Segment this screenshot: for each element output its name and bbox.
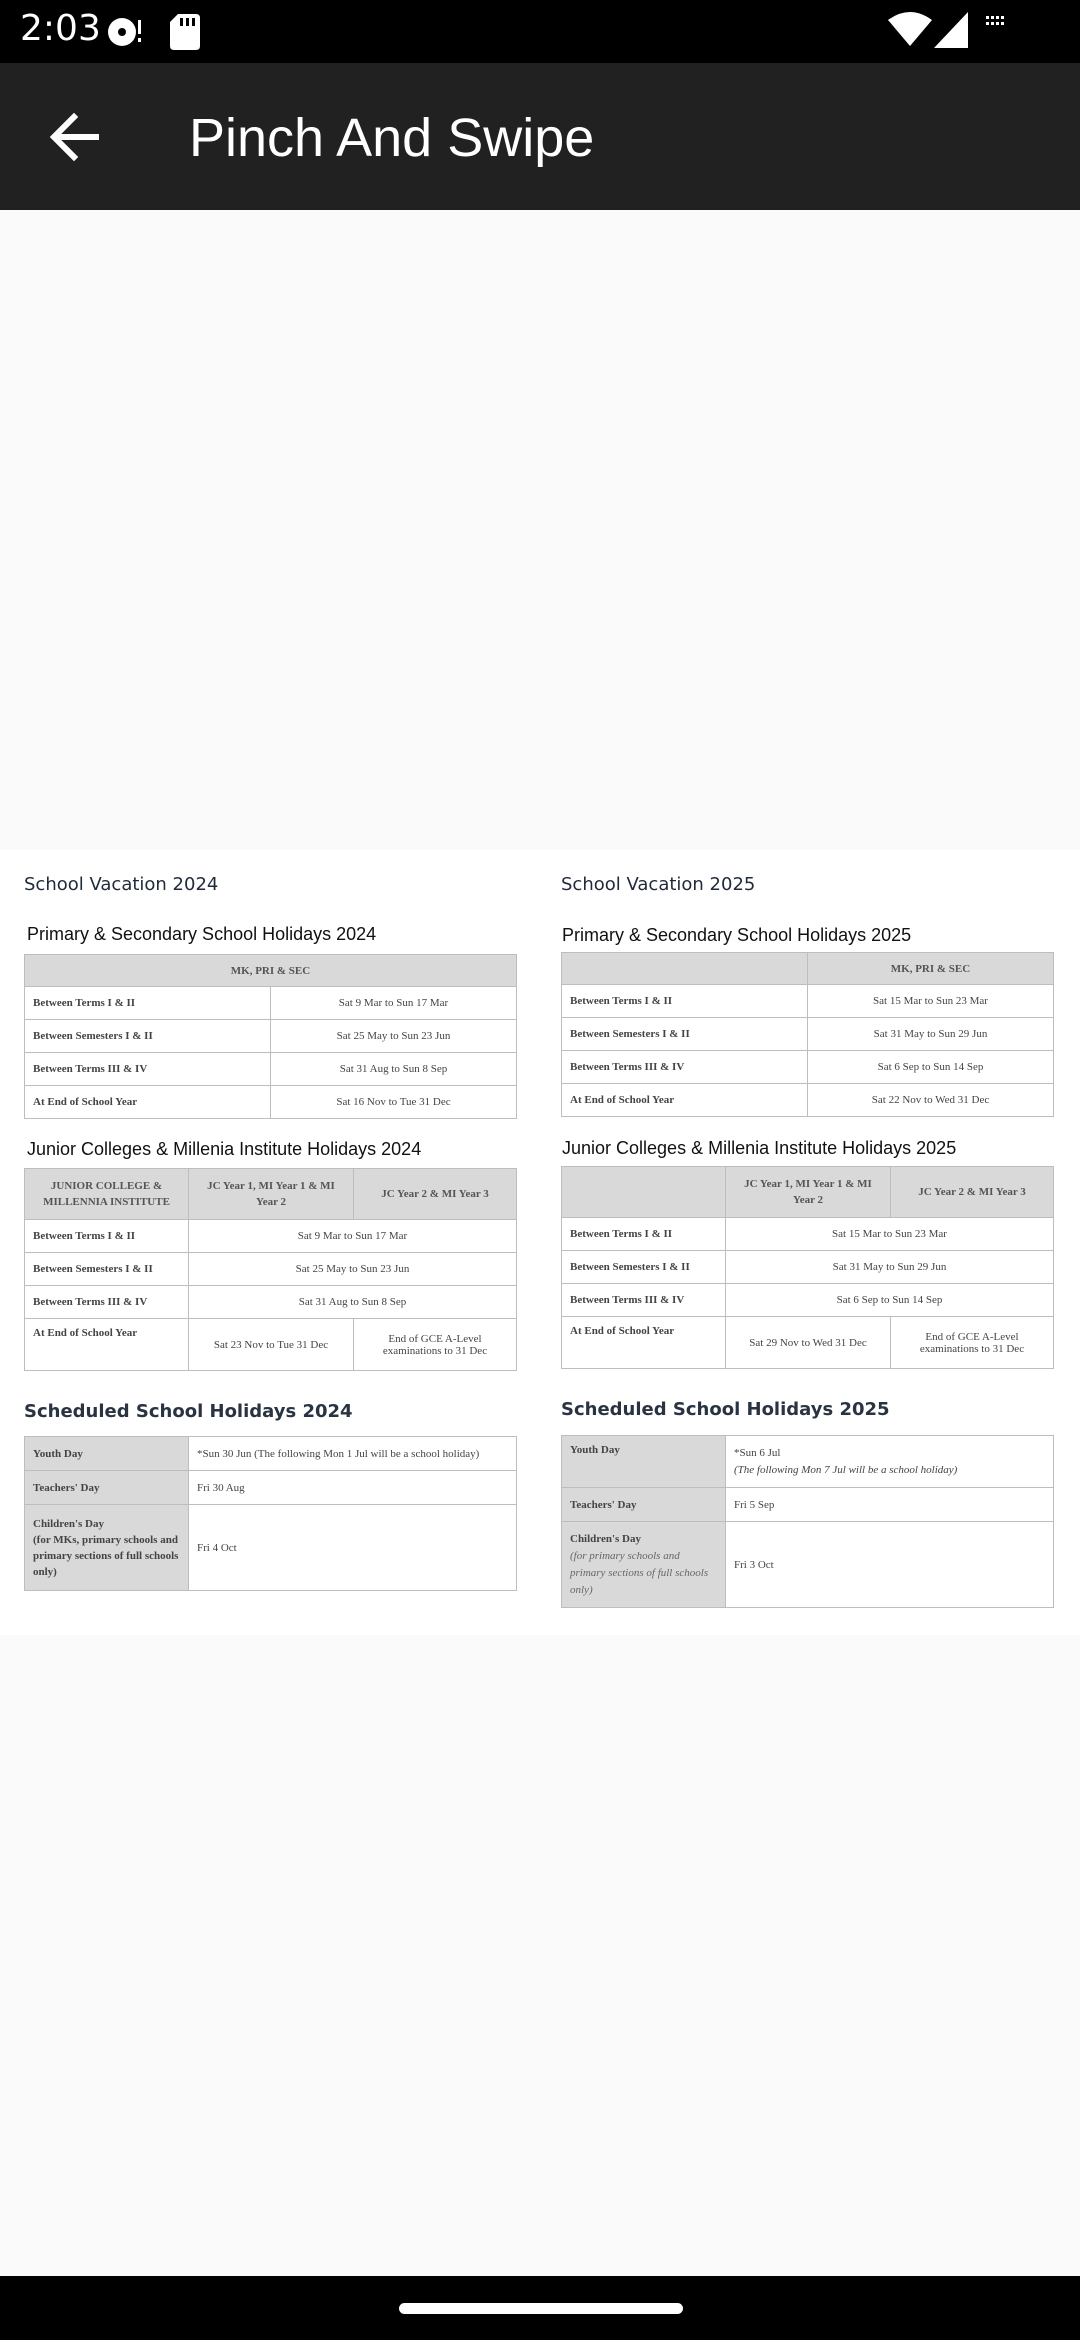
table-cell: End of GCE A-Level examinations to 31 Dec	[891, 1317, 1054, 1369]
table-cell: Sat 29 Nov to Wed 31 Dec	[726, 1317, 891, 1369]
children-day-note: (for primary schools and primary sections of full schools only)	[570, 1549, 709, 1596]
table-cell: *Sun 30 Jun (The following Mon 1 Jul will be a school holiday)	[189, 1437, 517, 1471]
table-header: JC Year 1, MI Year 1 & MI Year 2	[726, 1167, 891, 1218]
image-blank-area	[0, 210, 1080, 850]
status-time: 2:03	[20, 8, 101, 49]
table-cell: Between Terms III & IV	[25, 1053, 271, 1086]
media-sync-icon	[106, 16, 146, 48]
vacation-2025-title: School Vacation 2025	[561, 874, 756, 895]
table-cell: Between Semesters I & II	[25, 1020, 271, 1053]
table-cell: Between Semesters I & II	[562, 1251, 726, 1284]
table-cell: Sat 16 Nov to Tue 31 Dec	[271, 1086, 517, 1119]
battery-dots-icon	[986, 14, 1008, 30]
table-cell: Sat 6 Sep to Sun 14 Sep	[726, 1284, 1054, 1317]
table-cell	[25, 1505, 189, 1591]
sched-2024-table	[24, 1436, 517, 1591]
table-cell: Youth Day	[25, 1437, 189, 1471]
table-cell: Fri 4 Oct	[189, 1505, 517, 1591]
table-cell: At End of School Year	[25, 1086, 271, 1119]
table-cell: Between Terms III & IV	[562, 1284, 726, 1317]
table-cell: Between Terms III & IV	[562, 1051, 808, 1084]
ps-2024-title: Primary & Secondary School Holidays 2024	[27, 924, 377, 944]
jc-2024-table	[24, 1168, 517, 1371]
table-cell: At End of School Year	[25, 1319, 189, 1371]
table-cell: Between Terms I & II	[562, 985, 808, 1018]
table-cell: Fri 30 Aug	[189, 1471, 517, 1505]
table-cell: Sat 22 Nov to Wed 31 Dec	[808, 1084, 1054, 1117]
table-cell: Sat 31 Aug to Sun 8 Sep	[189, 1286, 517, 1319]
table-cell: Sat 9 Mar to Sun 17 Mar	[271, 987, 517, 1020]
table-cell	[726, 1436, 1054, 1488]
sd-card-icon	[170, 14, 200, 50]
ps-2025-header: MK, PRI & SEC	[808, 953, 1054, 985]
status-bar	[0, 0, 1080, 63]
table-cell: Fri 3 Oct	[726, 1522, 1054, 1608]
table-cell: Between Semesters I & II	[562, 1018, 808, 1051]
table-cell: At End of School Year	[562, 1317, 726, 1369]
jc-2025-table	[561, 1166, 1054, 1369]
table-cell: Youth Day	[562, 1436, 726, 1488]
wifi-icon	[888, 12, 932, 48]
table-cell: Sat 31 May to Sun 29 Jun	[726, 1251, 1054, 1284]
table-cell: Sat 25 May to Sun 23 Jun	[271, 1020, 517, 1053]
table-cell: Sat 25 May to Sun 23 Jun	[189, 1253, 517, 1286]
table-cell: End of GCE A-Level examinations to 31 Dec	[354, 1319, 517, 1371]
page-title: Pinch And Swipe	[189, 108, 595, 168]
table-cell: Between Terms I & II	[25, 987, 271, 1020]
home-gesture-handle[interactable]	[399, 2303, 683, 2314]
table-header: JC Year 2 & MI Year 3	[354, 1169, 517, 1220]
youth-day-note: (The following Mon 7 Jul will be a school holiday)	[734, 1463, 958, 1476]
ps-2024-table	[24, 954, 517, 1119]
table-cell: Sat 31 Aug to Sun 8 Sep	[271, 1053, 517, 1086]
navigation-bar	[0, 2276, 1080, 2340]
table-header: JC Year 2 & MI Year 3	[891, 1167, 1054, 1218]
app-bar	[0, 63, 1080, 210]
table-header	[562, 1167, 726, 1218]
sched-2025-title: Scheduled School Holidays 2025	[561, 1399, 890, 1420]
jc-2024-title: Junior Colleges & Millenia Institute Holidays 2024	[27, 1139, 422, 1159]
table-cell: Sat 6 Sep to Sun 14 Sep	[808, 1051, 1054, 1084]
children-day-label: Children's Day	[570, 1532, 642, 1545]
children-day-note: (for MKs, primary schools and primary sections of full schools only)	[33, 1533, 179, 1578]
table-cell	[562, 1522, 726, 1608]
table-header	[562, 953, 808, 985]
table-cell: Teachers' Day	[25, 1471, 189, 1505]
table-header: JC Year 1, MI Year 1 & MI Year 2	[189, 1169, 354, 1220]
table-cell: Sat 15 Mar to Sun 23 Mar	[808, 985, 1054, 1018]
sched-2025-table	[561, 1435, 1054, 1608]
table-cell: Sat 9 Mar to Sun 17 Mar	[189, 1220, 517, 1253]
holiday-image[interactable]	[0, 850, 1080, 1635]
table-cell: Between Terms I & II	[25, 1220, 189, 1253]
ps-2025-title: Primary & Secondary School Holidays 2025	[562, 925, 912, 945]
table-cell: Sat 15 Mar to Sun 23 Mar	[726, 1218, 1054, 1251]
ps-2024-header: MK, PRI & SEC	[25, 955, 517, 987]
table-cell: Sat 23 Nov to Tue 31 Dec	[189, 1319, 354, 1371]
table-cell: Sat 31 May to Sun 29 Jun	[808, 1018, 1054, 1051]
jc-2025-title: Junior Colleges & Millenia Institute Holidays 2025	[562, 1138, 957, 1158]
table-cell: Between Terms I & II	[562, 1218, 726, 1251]
sched-2024-title: Scheduled School Holidays 2024	[24, 1401, 353, 1422]
table-cell: Between Terms III & IV	[25, 1286, 189, 1319]
children-day-label: Children's Day	[33, 1517, 105, 1530]
table-header: JUNIOR COLLEGE & MILLENNIA INSTITUTE	[25, 1169, 189, 1220]
table-cell: At End of School Year	[562, 1084, 808, 1117]
table-cell: Teachers' Day	[562, 1488, 726, 1522]
youth-day-value: *Sun 6 Jul	[734, 1446, 781, 1459]
back-arrow-icon[interactable]	[40, 103, 108, 171]
signal-icon	[934, 12, 968, 48]
table-cell: Fri 5 Sep	[726, 1488, 1054, 1522]
table-cell: Between Semesters I & II	[25, 1253, 189, 1286]
ps-2025-table	[561, 952, 1054, 1117]
vacation-2024-title: School Vacation 2024	[24, 874, 219, 895]
